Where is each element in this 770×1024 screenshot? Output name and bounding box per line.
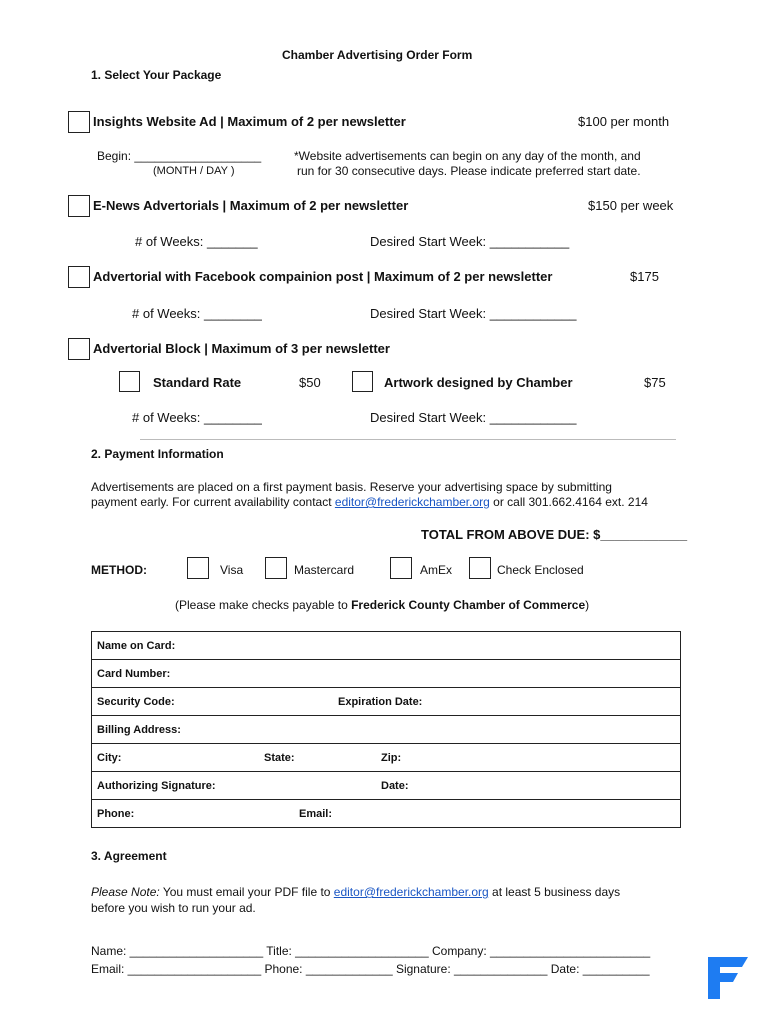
card-details-table <box>91 631 681 828</box>
advertorial-facebook-price: $175 <box>630 269 659 284</box>
facebook-weeks-field[interactable]: # of Weeks: ________ <box>132 306 262 321</box>
insights-website-ad-checkbox[interactable] <box>68 111 90 133</box>
signature-date-field[interactable] <box>92 772 681 800</box>
enews-start-week-field[interactable]: Desired Start Week: ___________ <box>370 234 570 249</box>
payment-paragraph-text: payment early. For current availability contact <box>91 495 335 509</box>
method-label: METHOD: <box>91 563 147 577</box>
payment-paragraph-line-1: Advertisements are placed on a first payment basis. Reserve your advertising space by submitting <box>91 480 612 494</box>
enews-advertorials-checkbox[interactable] <box>68 195 90 217</box>
insights-website-ad-price: $100 per month <box>578 114 670 129</box>
page-title: Chamber Advertising Order Form <box>282 48 473 62</box>
advertorial-block-checkbox[interactable] <box>68 338 90 360</box>
expiration-date-label: Expiration Date: <box>338 696 423 708</box>
card-number-label: Card Number: <box>97 668 171 680</box>
artwork-by-chamber-price: $75 <box>644 375 666 390</box>
website-ad-note-line-1: *Website advertisements can begin on any day of the month, and <box>294 149 641 163</box>
advertorial-block-label: Advertorial Block | Maximum of 3 per newsletter <box>93 341 390 356</box>
email-label: Email: <box>299 808 333 820</box>
begin-date-field[interactable]: Begin: ___________________ <box>97 149 262 163</box>
section-divider <box>140 439 676 440</box>
check-enclosed-label: Check Enclosed <box>497 563 584 577</box>
name-on-card-label: Name on Card: <box>97 640 176 652</box>
checks-payable-note <box>175 598 589 612</box>
block-weeks-field[interactable]: # of Weeks: ________ <box>132 410 262 425</box>
standard-rate-price: $50 <box>299 375 321 390</box>
zip-label: Zip: <box>381 752 402 764</box>
standard-rate-checkbox[interactable] <box>119 371 140 392</box>
editor-email-link[interactable]: editor@frederickchamber.org <box>334 495 490 509</box>
check-enclosed-checkbox[interactable] <box>469 557 491 579</box>
mastercard-checkbox[interactable] <box>265 557 287 579</box>
mastercard-label: Mastercard <box>294 563 355 577</box>
enews-advertorials-price: $150 per week <box>588 198 674 213</box>
payment-paragraph-line-2 <box>91 495 648 509</box>
amex-checkbox[interactable] <box>390 557 412 579</box>
checks-payable-pre: (Please make checks payable to <box>175 598 352 612</box>
section-2-heading: 2. Payment Information <box>91 447 224 461</box>
city-state-zip-field[interactable] <box>92 744 681 772</box>
please-note-label: Please Note: <box>91 885 160 899</box>
city-label: City: <box>97 752 122 764</box>
state-label: State: <box>264 752 295 764</box>
phone-label: Phone: <box>97 808 135 820</box>
advertorial-facebook-label: Advertorial with Facebook compainion post | Maximum of 2 per newsletter <box>93 269 553 284</box>
checks-payable-name: Frederick County Chamber of Commerce <box>351 598 586 612</box>
website-ad-note-line-2: run for 30 consecutive days. Please indicate preferred start date. <box>297 164 641 178</box>
artwork-by-chamber-checkbox[interactable] <box>352 371 373 392</box>
artwork-by-chamber-label: Artwork designed by Chamber <box>384 375 573 390</box>
security-expiration-field[interactable] <box>92 688 681 716</box>
payment-phone-text: or call 301.662.4164 ext. 214 <box>489 495 648 509</box>
standard-rate-label: Standard Rate <box>153 375 242 390</box>
phone-email-field[interactable] <box>92 800 681 828</box>
signature-line-1[interactable]: Name: ____________________ Title: ____________________ Company: ________________________ <box>91 944 651 958</box>
total-due-field[interactable]: TOTAL FROM ABOVE DUE: $____________ <box>421 527 688 542</box>
insights-website-ad-label: Insights Website Ad | Maximum of 2 per newsletter <box>93 114 406 129</box>
visa-label: Visa <box>220 563 244 577</box>
security-code-label: Security Code: <box>97 696 175 708</box>
agreement-email-link[interactable]: editor@frederickchamber.org <box>333 885 489 899</box>
billing-address-field[interactable] <box>92 716 681 744</box>
agreement-note-text: You must email your PDF file to <box>159 885 334 899</box>
name-on-card-field[interactable] <box>92 632 681 660</box>
authorizing-signature-label: Authorizing Signature: <box>97 780 216 792</box>
date-label: Date: <box>381 780 409 792</box>
block-start-week-field[interactable]: Desired Start Week: ____________ <box>370 410 577 425</box>
begin-date-hint: (MONTH / DAY ) <box>153 165 235 177</box>
agreement-note-line-1 <box>91 885 620 899</box>
advertorial-facebook-checkbox[interactable] <box>68 266 90 288</box>
facebook-start-week-field[interactable]: Desired Start Week: ____________ <box>370 306 577 321</box>
visa-checkbox[interactable] <box>187 557 209 579</box>
signature-line-2[interactable]: Email: ____________________ Phone: _____________ Signature: ______________ Date: __________ <box>91 962 650 976</box>
agreement-note-post: at least 5 business days <box>488 885 621 899</box>
amex-label: AmEx <box>420 563 453 577</box>
section-1-heading: 1. Select Your Package <box>91 68 222 82</box>
formspal-logo-icon <box>706 955 750 1001</box>
enews-weeks-field[interactable]: # of Weeks: _______ <box>135 234 258 249</box>
card-number-field[interactable] <box>92 660 681 688</box>
section-3-heading: 3. Agreement <box>91 849 167 863</box>
agreement-note-line-2: before you wish to run your ad. <box>91 901 256 915</box>
checks-payable-post: ) <box>585 598 590 612</box>
enews-advertorials-label: E-News Advertorials | Maximum of 2 per newsletter <box>93 198 409 213</box>
billing-address-label: Billing Address: <box>97 724 181 736</box>
